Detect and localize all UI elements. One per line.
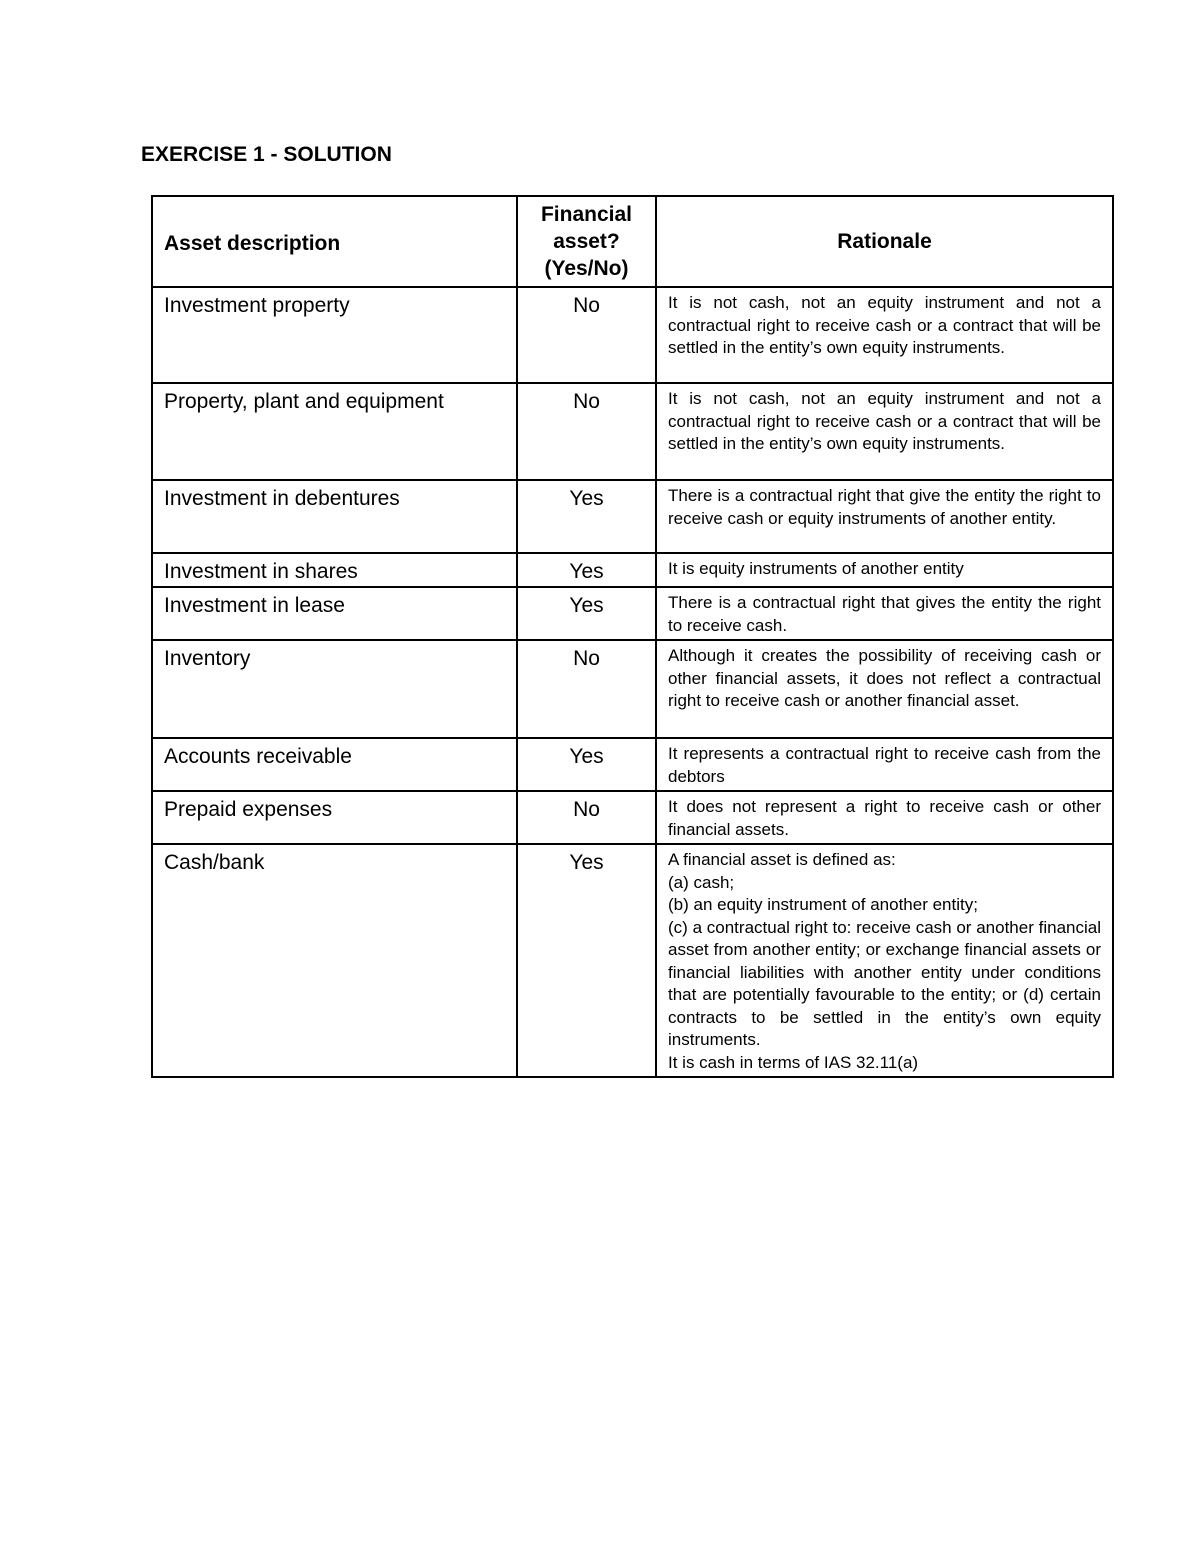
financial-asset-cell: Yes [517,480,656,553]
table-header-row [152,196,1113,287]
asset-description-cell: Investment in lease [152,587,517,640]
rationale-cell: There is a contractual right that gives the entity the right to receive cash. [656,587,1113,640]
rationale-cell: It is not cash, not an equity instrument and not a contractual right to receive cash or a contract that will be settled in the entity’s own equity instruments. [656,383,1113,480]
rationale-cell: There is a contractual right that give the entity the right to receive cash or equity instruments of another entity. [656,480,1113,553]
financial-asset-cell: Yes [517,553,656,587]
asset-description-cell: Prepaid expenses [152,791,517,844]
header-financial-asset-line1: Financial [540,203,633,226]
table-row [152,738,1113,791]
header-financial-asset-line3: (Yes/No) [544,257,629,280]
header-financial-asset [517,196,656,287]
asset-description-cell: Investment in debentures [152,480,517,553]
header-financial-asset-line2: asset? [553,230,620,253]
rationale-cell: It is equity instruments of another entity [656,553,1113,587]
rationale-line: (b) an equity instrument of another entity; [668,895,978,914]
asset-description-cell: Investment property [152,287,517,383]
rationale-cell [656,844,1113,1077]
header-asset-description: Asset description [152,196,517,287]
financial-asset-cell: No [517,287,656,383]
header-rationale: Rationale [656,196,1113,287]
financial-asset-cell: Yes [517,738,656,791]
rationale-line: (c) a contractual right to: receive cash or another financial asset from another entity; or exchange financial assets or financial liabilities with another entity under conditions that are potentially favourable to the entity; or (d) certain contracts to be settled in the entity’s own equity instruments. [668,917,1101,1049]
asset-description-cell: Property, plant and equipment [152,383,517,480]
table-row [152,791,1113,844]
financial-asset-cell: No [517,383,656,480]
asset-description-cell: Cash/bank [152,844,517,1077]
rationale-line: A financial asset is defined as: [668,850,896,869]
financial-asset-cell: No [517,640,656,738]
financial-asset-cell: Yes [517,844,656,1077]
rationale-line: It is cash in terms of IAS 32.11(a) [668,1052,919,1072]
table-row [152,480,1113,553]
rationale-cell: It represents a contractual right to receive cash from the debtors [656,738,1113,791]
table-row [152,287,1113,383]
solution-table [151,195,1114,1078]
table-row [152,383,1113,480]
table-row [152,640,1113,738]
asset-description-cell: Inventory [152,640,517,738]
rationale-cell: It does not represent a right to receive cash or other financial assets. [656,791,1113,844]
asset-description-cell: Accounts receivable [152,738,517,791]
rationale-cell: Although it creates the possibility of receiving cash or other financial assets, it does not reflect a contractual right to receive cash or another financial asset. [656,640,1113,738]
rationale-line: (a) cash; [668,872,735,892]
financial-asset-cell: Yes [517,587,656,640]
table-row [152,553,1113,587]
table-row [152,844,1113,1077]
table-row [152,587,1113,640]
page-title: EXERCISE 1 - SOLUTION [141,143,392,166]
rationale-cell: It is not cash, not an equity instrument and not a contractual right to receive cash or a contract that will be settled in the entity’s own equity instruments. [656,287,1113,383]
financial-asset-cell: No [517,791,656,844]
asset-description-cell: Investment in shares [152,553,517,587]
